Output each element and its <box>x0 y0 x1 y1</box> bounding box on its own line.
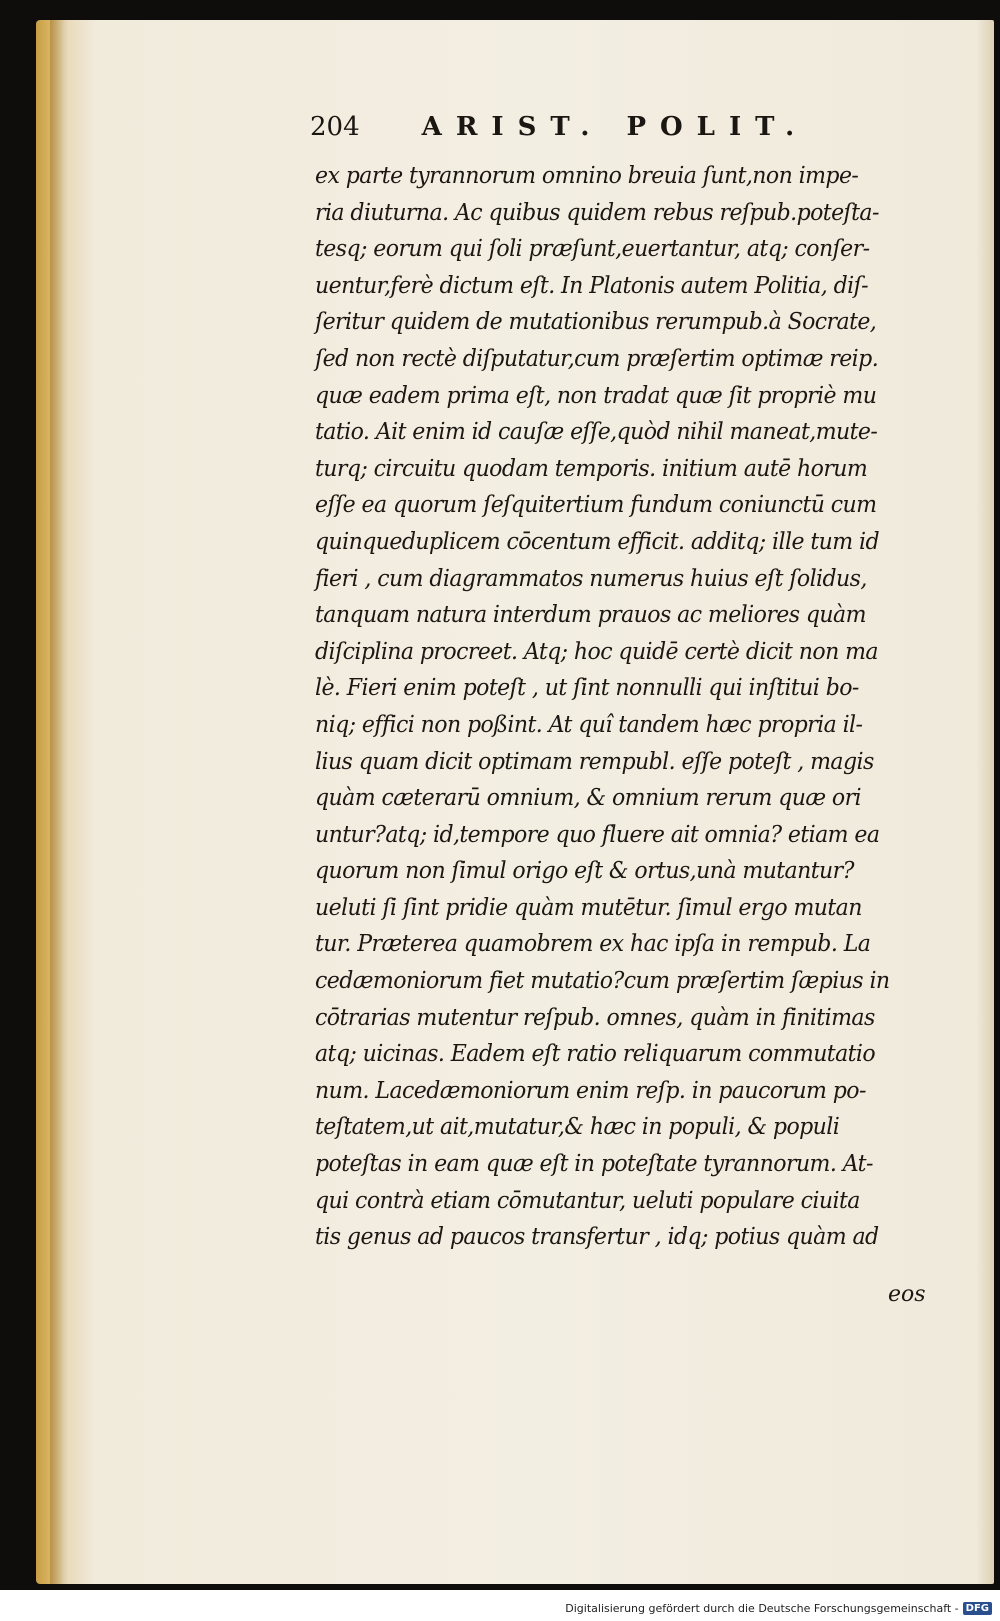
text-line: ria diuturna. Ac quibus quidem rebus reſpub.poteſta- <box>315 199 879 226</box>
text-line: tis genus ad paucos transfertur , idq; potius quàm ad <box>315 1224 879 1251</box>
text-line: cōtrarias mutentur reſpub. omnes, quàm in finitimas <box>315 1004 875 1031</box>
text-block <box>315 158 915 1256</box>
text-line: diſciplina procreet. Atq; hoc quidē certè dicit non ma <box>315 638 879 665</box>
text-line: niq; effici non poßint. At quî tandem hæc propria il- <box>315 711 863 738</box>
text-line: tesq; eorum qui ſoli præſunt,euertantur, atq; conſer- <box>315 236 870 263</box>
text-line: untur?atq; id,tempore quo fluere ait omnia? etiam ea <box>315 821 880 848</box>
text-line: ſeritur quidem de mutationibus rerumpub.à Socrate, <box>315 309 877 336</box>
text-line: ueluti ſi ſint pridie quàm mutētur. ſimul ergo mutan <box>315 894 862 921</box>
running-head <box>310 112 870 152</box>
page-gutter-shadow <box>50 20 68 1584</box>
text-line: teſtatem,ut ait,mutatur,& hæc in populi, & populi <box>315 1114 840 1141</box>
page-number: 204 <box>310 112 360 142</box>
text-line: quorum non ſimul origo eſt & ortus,unà mutantur? <box>315 858 854 885</box>
text-line: quæ eadem prima eſt, non tradat quæ ſit propriè mu <box>315 382 877 409</box>
dfg-logo-icon: DFG <box>963 1602 992 1615</box>
text-line: poteſtas in eam quæ eſt in poteſtate tyrannorum. At- <box>315 1151 873 1178</box>
text-line: quinqueduplicem cōcentum efficit. additq; ille tum id <box>315 528 880 555</box>
text-line: turq; circuitu quodam temporis. initium autē horum <box>315 455 868 482</box>
text-line: eſſe ea quorum ſeſquitertium fundum coniunctū cum <box>315 492 877 519</box>
footer-text: Digitalisierung gefördert durch die Deutsche Forschungsgemeinschaft - <box>565 1601 959 1615</box>
text-line: tanquam natura interdum prauos ac meliores quàm <box>315 602 866 629</box>
text-line: ex parte tyrannorum omnino breuia ſunt,non impe- <box>315 163 859 189</box>
text-line: num. Lacedæmoniorum enim reſp. in paucorum po- <box>315 1077 866 1104</box>
text-line: uentur,ferè dictum eſt. In Platonis autem Politia, diſ- <box>315 272 869 299</box>
text-line: lius quam dicit optimam rempubl. eſſe poteſt , magis <box>315 748 874 775</box>
catchword: eos <box>888 1282 926 1307</box>
text-line: atq; uicinas. Eadem eſt ratio reliquarum commutatio <box>315 1041 876 1068</box>
text-line: qui contrà etiam cōmutantur, ueluti populare ciuita <box>315 1187 860 1214</box>
text-line: tur. Præterea quamobrem ex hac ipſa in rempub. La <box>315 931 871 958</box>
text-line: fieri , cum diagrammatos numerus huius eſt ſolidus, <box>315 565 867 592</box>
text-line: ſed non rectè diſputatur,cum præſertim optimæ reip. <box>315 345 879 372</box>
text-line: quàm cæterarū omnium, & omnium rerum quæ ori <box>315 785 862 812</box>
digitization-footer <box>565 1599 992 1617</box>
text-line: cedæmoniorum fiet mutatio?cum præſertim ſæpius in <box>315 968 890 995</box>
running-title: ARIST. POLIT. <box>421 112 809 142</box>
text-line: tatio. Ait enim id cauſæ eſſe,quòd nihil maneat,mute- <box>315 419 878 446</box>
text-line: lè. Fieri enim poteſt , ut ſint nonnulli qui inſtitui bo- <box>315 675 859 702</box>
